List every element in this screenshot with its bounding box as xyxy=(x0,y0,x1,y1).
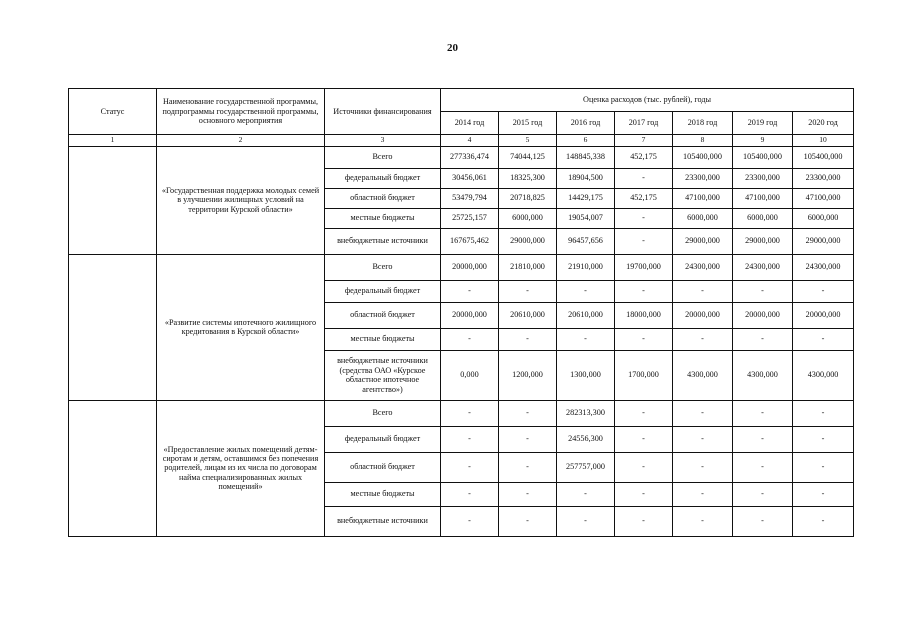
value-cell: 4300,000 xyxy=(793,350,854,400)
funding-source-cell: местные бюджеты xyxy=(325,482,441,506)
table-row xyxy=(69,400,854,426)
value-cell: - xyxy=(733,482,793,506)
value-cell: 20000,000 xyxy=(793,302,854,328)
value-cell: 21910,000 xyxy=(557,254,615,280)
value-cell: - xyxy=(733,280,793,302)
value-cell: - xyxy=(499,426,557,452)
value-cell: - xyxy=(793,400,854,426)
value-cell: - xyxy=(615,400,673,426)
header-column-number: 6 xyxy=(557,135,615,147)
value-cell: - xyxy=(615,482,673,506)
value-cell: 257757,000 xyxy=(557,452,615,482)
funding-source-cell: федеральный бюджет xyxy=(325,426,441,452)
value-cell: 24556,300 xyxy=(557,426,615,452)
funding-source-cell: Всего xyxy=(325,254,441,280)
header-year: 2019 год xyxy=(733,112,793,135)
value-cell: - xyxy=(615,280,673,302)
table-row xyxy=(69,254,854,280)
value-cell: 18904,500 xyxy=(557,168,615,188)
funding-source-cell: областной бюджет xyxy=(325,302,441,328)
value-cell: 282313,300 xyxy=(557,400,615,426)
value-cell: 452,175 xyxy=(615,146,673,168)
funding-source-cell: областной бюджет xyxy=(325,452,441,482)
value-cell: - xyxy=(499,482,557,506)
value-cell: - xyxy=(557,328,615,350)
value-cell: - xyxy=(793,506,854,536)
header-column-number: 10 xyxy=(793,135,854,147)
budget-table xyxy=(68,88,854,537)
value-cell: 105400,000 xyxy=(793,146,854,168)
value-cell: - xyxy=(615,168,673,188)
value-cell: - xyxy=(733,426,793,452)
value-cell: - xyxy=(793,482,854,506)
value-cell: - xyxy=(733,452,793,482)
value-cell: 29000,000 xyxy=(673,228,733,254)
value-cell: 277336,474 xyxy=(441,146,499,168)
value-cell: - xyxy=(615,452,673,482)
value-cell: - xyxy=(673,482,733,506)
header-column-number: 8 xyxy=(673,135,733,147)
header-column-number: 9 xyxy=(733,135,793,147)
header-year: 2020 год xyxy=(793,112,854,135)
value-cell: - xyxy=(615,426,673,452)
value-cell: 20000,000 xyxy=(441,254,499,280)
value-cell: - xyxy=(441,506,499,536)
header-status: Статус xyxy=(69,89,157,135)
funding-source-cell: местные бюджеты xyxy=(325,328,441,350)
value-cell: 47100,000 xyxy=(793,188,854,208)
value-cell: - xyxy=(499,400,557,426)
value-cell: - xyxy=(793,280,854,302)
value-cell: - xyxy=(441,482,499,506)
value-cell: - xyxy=(673,400,733,426)
header-column-number: 5 xyxy=(499,135,557,147)
value-cell: 29000,000 xyxy=(733,228,793,254)
value-cell: - xyxy=(441,328,499,350)
funding-source-cell: внебюджетные источники (средства ОАО «Курское областное ипотечное агентство») xyxy=(325,350,441,400)
value-cell: 1200,000 xyxy=(499,350,557,400)
value-cell: 4300,000 xyxy=(733,350,793,400)
value-cell: 148845,338 xyxy=(557,146,615,168)
value-cell: 29000,000 xyxy=(793,228,854,254)
header-year: 2016 год xyxy=(557,112,615,135)
funding-source-cell: внебюджетные источники xyxy=(325,228,441,254)
funding-source-cell: областной бюджет xyxy=(325,188,441,208)
value-cell: - xyxy=(615,328,673,350)
funding-source-cell: Всего xyxy=(325,400,441,426)
value-cell: - xyxy=(733,328,793,350)
value-cell: 18325,300 xyxy=(499,168,557,188)
value-cell: - xyxy=(557,506,615,536)
header-estimate: Оценка расходов (тыс. рублей), годы xyxy=(441,89,854,112)
value-cell: - xyxy=(733,506,793,536)
header-year: 2014 год xyxy=(441,112,499,135)
value-cell: - xyxy=(557,280,615,302)
value-cell: - xyxy=(673,426,733,452)
header-column-number: 7 xyxy=(615,135,673,147)
value-cell: 19054,007 xyxy=(557,208,615,228)
value-cell: 23300,000 xyxy=(793,168,854,188)
value-cell: - xyxy=(673,280,733,302)
value-cell: - xyxy=(793,426,854,452)
value-cell: - xyxy=(793,452,854,482)
value-cell: 30456,061 xyxy=(441,168,499,188)
value-cell: 4300,000 xyxy=(673,350,733,400)
value-cell: - xyxy=(673,452,733,482)
value-cell: - xyxy=(499,452,557,482)
value-cell: 6000,000 xyxy=(733,208,793,228)
value-cell: 24300,000 xyxy=(793,254,854,280)
value-cell: 20610,000 xyxy=(499,302,557,328)
value-cell: 18000,000 xyxy=(615,302,673,328)
value-cell: - xyxy=(441,280,499,302)
status-cell xyxy=(69,400,157,536)
value-cell: - xyxy=(441,426,499,452)
value-cell: 20718,825 xyxy=(499,188,557,208)
status-cell xyxy=(69,146,157,254)
value-cell: - xyxy=(615,506,673,536)
value-cell: - xyxy=(441,400,499,426)
value-cell: 1700,000 xyxy=(615,350,673,400)
value-cell: - xyxy=(499,328,557,350)
program-name-cell: «Предоставление жилых помещений детям-сиротам и детям, оставшимся без попечения родителей, лицам из их числа по договорам найма специализированных жилых помещений» xyxy=(157,400,325,536)
value-cell: 23300,000 xyxy=(733,168,793,188)
table-row xyxy=(69,146,854,168)
value-cell: 20000,000 xyxy=(733,302,793,328)
value-cell: - xyxy=(673,506,733,536)
value-cell: 6000,000 xyxy=(499,208,557,228)
funding-source-cell: федеральный бюджет xyxy=(325,280,441,302)
value-cell: 29000,000 xyxy=(499,228,557,254)
value-cell: 53479,794 xyxy=(441,188,499,208)
header-year: 2015 год xyxy=(499,112,557,135)
value-cell: 23300,000 xyxy=(673,168,733,188)
value-cell: 74044,125 xyxy=(499,146,557,168)
value-cell: - xyxy=(615,208,673,228)
value-cell: 19700,000 xyxy=(615,254,673,280)
value-cell: 20610,000 xyxy=(557,302,615,328)
funding-source-cell: внебюджетные источники xyxy=(325,506,441,536)
header-column-number: 1 xyxy=(69,135,157,147)
value-cell: - xyxy=(733,400,793,426)
header-column-number: 2 xyxy=(157,135,325,147)
value-cell: 25725,157 xyxy=(441,208,499,228)
funding-source-cell: федеральный бюджет xyxy=(325,168,441,188)
value-cell: 24300,000 xyxy=(673,254,733,280)
header-column-number: 4 xyxy=(441,135,499,147)
value-cell: 47100,000 xyxy=(733,188,793,208)
funding-source-cell: местные бюджеты xyxy=(325,208,441,228)
program-name-cell: «Развитие системы ипотечного жилищного кредитования в Курской области» xyxy=(157,254,325,400)
value-cell: - xyxy=(673,328,733,350)
value-cell: - xyxy=(499,280,557,302)
value-cell: 167675,462 xyxy=(441,228,499,254)
value-cell: 105400,000 xyxy=(733,146,793,168)
value-cell: 96457,656 xyxy=(557,228,615,254)
header-name: Наименование государственной программы, подпрограммы государственной программы, основного мероприятия xyxy=(157,89,325,135)
header-year: 2017 год xyxy=(615,112,673,135)
value-cell: - xyxy=(615,228,673,254)
value-cell: 6000,000 xyxy=(793,208,854,228)
value-cell: - xyxy=(793,328,854,350)
page-number: 20 xyxy=(447,42,458,54)
value-cell: 0,000 xyxy=(441,350,499,400)
value-cell: 47100,000 xyxy=(673,188,733,208)
value-cell: 6000,000 xyxy=(673,208,733,228)
value-cell: 1300,000 xyxy=(557,350,615,400)
value-cell: 452,175 xyxy=(615,188,673,208)
status-cell xyxy=(69,254,157,400)
value-cell: 20000,000 xyxy=(441,302,499,328)
header-column-numbers-row xyxy=(69,135,854,147)
header-year: 2018 год xyxy=(673,112,733,135)
funding-source-cell: Всего xyxy=(325,146,441,168)
header-column-number: 3 xyxy=(325,135,441,147)
value-cell: - xyxy=(441,452,499,482)
program-name-cell: «Государственная поддержка молодых семей в улучшении жилищных условий на территории Курской области» xyxy=(157,146,325,254)
value-cell: 24300,000 xyxy=(733,254,793,280)
value-cell: 105400,000 xyxy=(673,146,733,168)
value-cell: 20000,000 xyxy=(673,302,733,328)
value-cell: 21810,000 xyxy=(499,254,557,280)
value-cell: 14429,175 xyxy=(557,188,615,208)
header-sources: Источники финансирования xyxy=(325,89,441,135)
table-body xyxy=(69,146,854,536)
value-cell: - xyxy=(499,506,557,536)
value-cell: - xyxy=(557,482,615,506)
